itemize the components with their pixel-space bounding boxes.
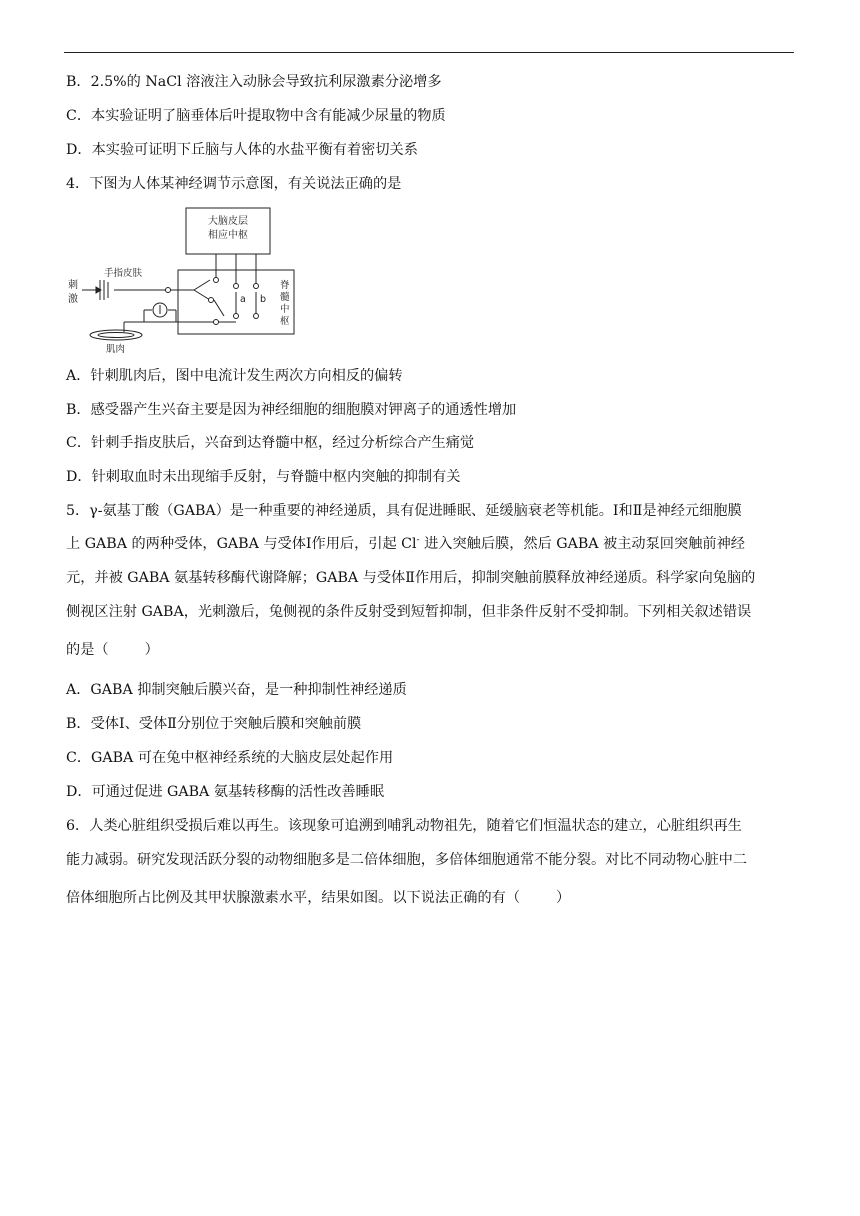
spinal-label-3: 中 [280,304,290,315]
q6-answer-open: 倍体细胞所占比例及其甲状腺激素水平，结果如图。以下说法正确的有（ [66,890,521,906]
spinal-label-1: 脊 [280,280,290,291]
q6-stem-line-3 [66,888,570,908]
q5-stem-line-3: 元，并被 GABA 氨基转移酶代谢降解；GABA 与受体Ⅱ作用后，抑制突触前膜释放神经递质。科学家向兔脑的 [66,570,756,586]
spinal-label-4: 枢 [280,316,290,327]
muscle-label: 肌肉 [106,344,126,355]
q5-line2-part-b: 进入突触后膜，然后 GABA 被主动泵回突触前神经 [419,536,745,552]
q4-option-d: D．针刺取血时未出现缩手反射，与脊髓中枢内突触的抑制有关 [66,469,461,485]
q4-stem: 4．下图为人体某神经调节示意图，有关说法正确的是 [66,176,402,192]
nerve-regulation-diagram [64,200,304,355]
q6-stem-line-1: 6．人类心脏组织受损后难以再生。该现象可追溯到哺乳动物祖先，随着它们恒温状态的建立，心脏组织再生 [66,818,742,834]
q4-option-c: C．针刺手指皮肤后，兴奋到达脊髓中枢，经过分析综合产生痛觉 [66,435,475,451]
q5-option-d: D．可通过促进 GABA 氨基转移酶的活性改善睡眠 [66,784,385,800]
q5-stem-line-2 [66,534,745,554]
stimulus-label-2: 激 [68,294,78,305]
q6-stem-line-2: 能力减弱。研究发现活跃分裂的动物细胞多是二倍体细胞，多倍体细胞通常不能分裂。对比不同动物心脏中二 [66,852,748,868]
q3-option-c: C．本实验证明了脑垂体后叶提取物中含有能减少尿量的物质 [66,108,446,124]
q5-option-b: B．受体Ⅰ、受体Ⅱ分别位于突触后膜和突触前膜 [66,716,362,732]
q5-line2-part-a: 上 GABA 的两种受体，GABA 与受体Ⅰ作用后，引起 Cl [66,536,417,552]
cortex-label-2: 相应中枢 [208,230,248,241]
q5-option-c: C．GABA 可在兔中枢神经系统的大脑皮层处起作用 [66,750,394,766]
point-b-label: b [260,294,267,305]
q5-stem-line-1: 5．γ-氨基丁酸（GABA）是一种重要的神经递质，具有促进睡眠、延缓脑衰老等机能。Ⅰ和Ⅱ是神经元细胞膜 [66,503,742,519]
header-rule [64,52,794,53]
q5-answer-open: 的是（ [66,642,109,658]
chloride-charge: - [416,535,420,546]
q5-option-a: A．GABA 抑制突触后膜兴奋，是一种抑制性神经递质 [66,682,407,698]
cortex-label-1: 大脑皮层 [208,216,248,227]
q4-option-b: B．感受器产生兴奋主要是因为神经细胞的细胞膜对钾离子的通透性增加 [66,402,517,418]
q3-option-d: D．本实验可证明下丘脑与人体的水盐平衡有着密切关系 [66,142,418,158]
skin-label: 手指皮肤 [104,268,143,279]
q4-option-a: A．针刺肌肉后，图中电流计发生两次方向相反的偏转 [66,368,403,384]
stimulus-label-1: 刺 [68,280,78,291]
spinal-label-2: 髓 [280,292,290,303]
q3-option-b: B．2.5%的 NaCl 溶液注入动脉会导致抗利尿激素分泌增多 [66,74,442,90]
point-a-label: a [240,294,246,305]
q5-answer-close: ） [144,642,159,658]
q5-stem-line-5 [66,640,159,660]
q5-stem-line-4: 侧视区注射 GABA，光刺激后，兔侧视的条件反射受到短暂抑制，但非条件反射不受抑制。下列相关叙述错误 [66,604,752,620]
q6-answer-close: ） [556,890,571,906]
